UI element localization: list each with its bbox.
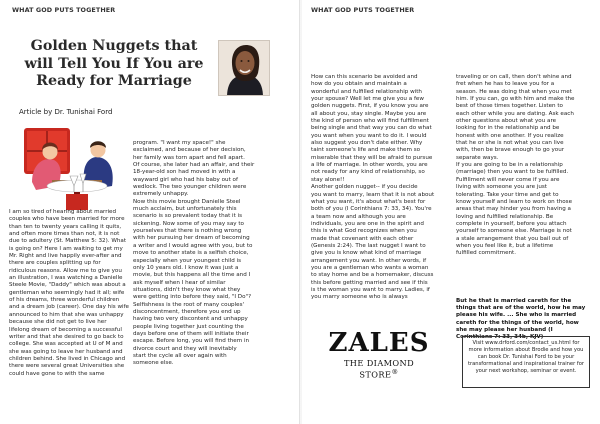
article-byline: Article by Dr. Tunishai Ford xyxy=(19,108,113,116)
closing-scripture-quote: But he that is married careth for the things that are of the world, how he may please his wife. ... She who is married careth for the things of the world, how she may please her husband (I Corinthians 7: 33, 34b, KJV) xyxy=(456,298,586,341)
article-title: Golden Nuggets that will Tell You If You are Ready for Marriage xyxy=(24,38,204,89)
right-page xyxy=(302,0,600,424)
visit-website-box: Visit www.drford.com/contact_us.html for more information about Brodie and how you can book Dr. Tunishai Ford to be your transformational and inspirational trainer for your next workshop, seminar or event. xyxy=(462,336,590,388)
couple-dining-illustration xyxy=(22,120,126,212)
author-photo xyxy=(218,40,270,96)
zales-advertisement xyxy=(324,330,434,380)
article-column-4: traveling or on call, then don't whine and fret when he has to leave you for a season. He was doing that when you met him. If you can, go with him and make the best of those times together. Listen to each other while you are dating. Ask each other questions about what you are looking for in the relationship and be honest with one another. If you realize that he or she is not what you can live with, then be brave enough to go your separate ways. If you are going to be in a relationship (marriage) then you want to be fulfilled. Fulfillment will never come if you are living with someone you are just tolerating. Take your time and get to know yourself and learn to work on those areas that may hinder you from having a loving and fulfilled relationship. Be complete in yourself, before you attach yourself to someone else. Marriage is not a stale arrangement that you bail out of when you feel like it, but a lifetime fulfilled commitment. xyxy=(456,74,575,257)
zales-tagline xyxy=(324,358,434,380)
zales-tagline-text: THE DIAMOND STORE xyxy=(343,358,415,380)
zales-logo-text: ZALES xyxy=(328,328,430,358)
registered-mark: ® xyxy=(391,368,399,376)
article-column-3: How can this scenario be avoided and how do you obtain and maintain a wonderful and fulfilled relationship with your spouse? Well let me give you a few golden nuggets. First, if you know you are all about you, stay single. Maybe you are the kind of person who will find fulfillment being single and that way you can do what you want when you want to do it. I would also suggest you don't date either. Why taint someone's life and make them so miserable that they will be afraid to pursue a life of marriage. In other words, you are not ready for any kind of relationship, so stay alone!! Another golden nugget-- if you decide you want to marry, learn that it is not about what you want, it's about what's best for both of you (I Corinthians 7: 33, 34). You're a team now and although you are individuals, you are one in the spirit and this is what God recognizes when you made that covenant with each other (Genesis 2:24). The last nugget I want to give you is know what kind of marriage arrangement you want. In other words, if you are a gentleman who wants a woman to stay home and be a homemaker, discuss this before getting married and see if this is the woman you want to marry. Ladies, if you marry someone who is always xyxy=(311,74,435,301)
article-column-1: I am so tired of hearing about married couples who have been married for more than ten to twenty years calling it quits, and often more times than not, it is not due to adultery (St. Matthew 5: 32). What is going on? Here I am waiting to get my Mr. Right and live happily ever-after and there are couples splitting up for ridiculous reasons. Allow me to give you an illustration, I was watching a Danielle Steele Movie, "Daddy" which was about a gentleman who seemingly had it all; wife of his dreams, three wonderful children and a dream job (career). One day his wife announced to him that she was unhappy because she did not get to live her lifelong dream of becoming a successful writer and that she desired to go back to college. She was accepted at U of M and she was going to leave her husband and children behind. She lived in Chicago and there were several great Universities she could have gone to with the same xyxy=(9,209,129,377)
right-page-header: WHAT GOD PUTS TOGETHER xyxy=(311,6,415,14)
left-page-header: WHAT GOD PUTS TOGETHER xyxy=(12,6,116,14)
article-column-2: program. "I want my space!" she exclaimed, and because of her decision, her family was torn apart and fell apart. Of course, she later had an affair, and their 18-year-old son had moved in with a wayward girl who had his baby out of wedlock. The two younger children were extremely unhappy. Now this movie brought Danielle Steel much acclaim, but unfortunately this scenario is so prevalent today that it is sickening. Now some of you may say to yourselves that there is nothing wrong with her pursuing her dream of becoming a writer and I would agree with you, but to move to another state is a selfish choice, especially when your youngest child is only 10 years old. I know it was just a movie, but this happens all the time and I ask myself when I hear of similar situations, didn't they know what they were getting into before they said, "I Do"? Selfishness is the root of many couples' disconcentment, therefore you end up having two very discontent and unhappy people living together just counting the days before one of them will initiate their escape. Before long, you will find them in divorce court and they will inevitably start the cycle all over again with someone else. xyxy=(133,140,255,367)
